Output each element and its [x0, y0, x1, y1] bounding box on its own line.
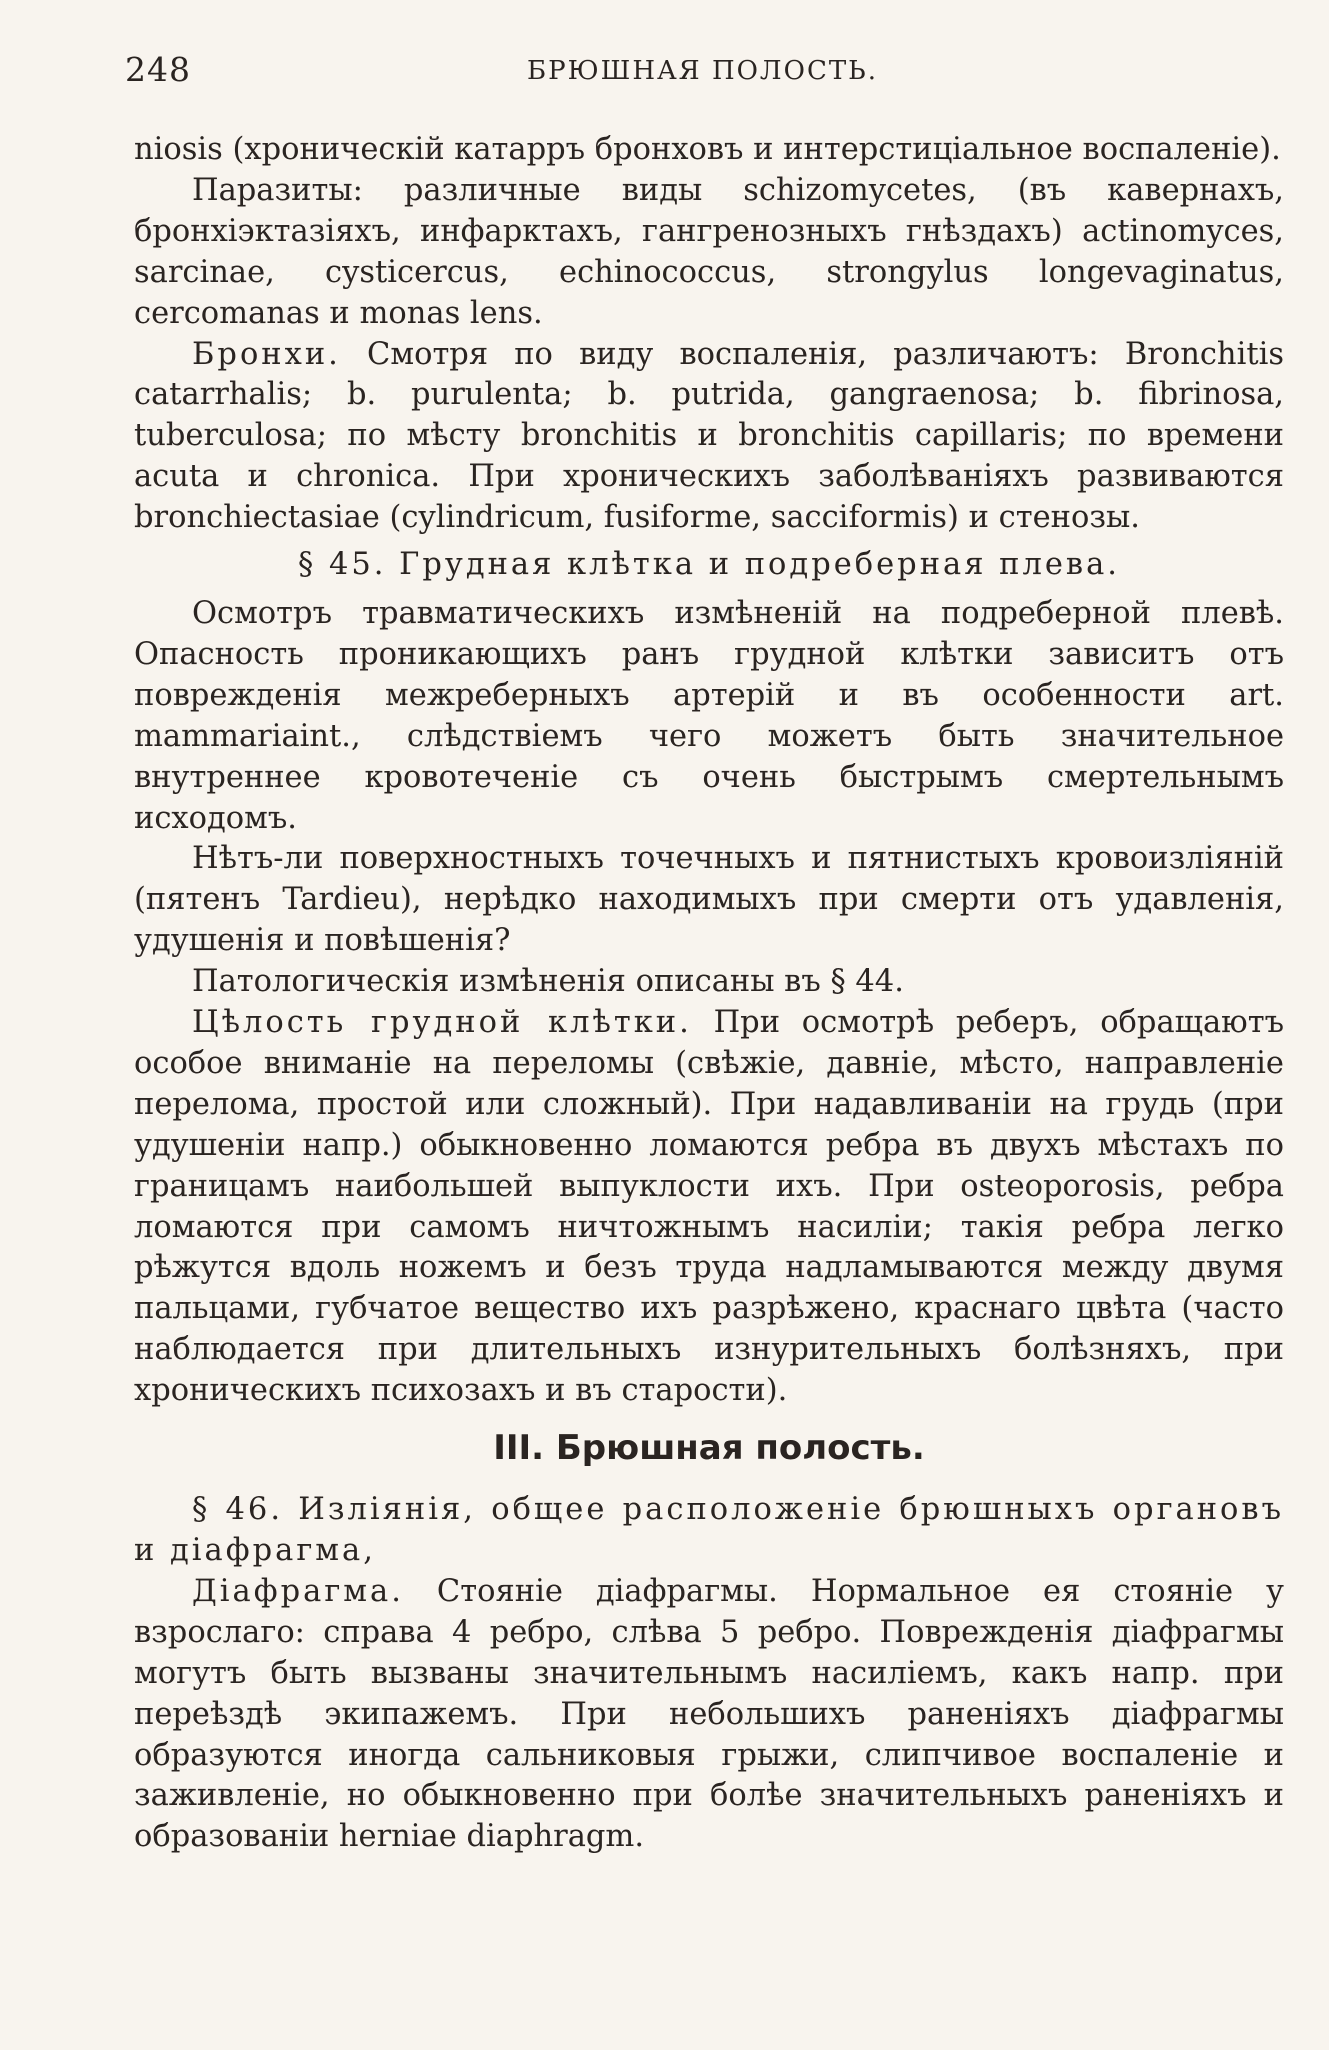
paragraph-body: Стояніе діафрагмы. Нормальное ея стояніе у взрослаго: справа 4 ребро, слѣва 5 ребро. Поврежденія діафрагмы могутъ быть вызваны значительнымъ насиліемъ, какъ напр. при переѣздѣ экипажемъ. При небольшихъ раненіяхъ діафрагмы образуются иногда сальниковыя грыжи, слипчивое воспаленіе и заживленіе, но обыкновенно при болѣе значительныхъ раненіяхъ и образованіи herniae diaphragm.	[134, 1573, 1284, 1855]
paragraph-diaphragm	[134, 1572, 1284, 1858]
page-header	[125, 50, 1280, 90]
paragraph-inspection: Осмотръ травматическихъ измѣненій на подреберной плевѣ. Опасность проникающихъ ранъ грудной клѣтки зависитъ отъ поврежденія межреберныхъ артерій и въ особенности art. mammariaint., слѣдствіемъ чего можетъ быть значительное внутреннее кровотеченіе съ очень быстрымъ смертельнымъ исходомъ.	[134, 595, 1284, 836]
paragraph-continuation: niosis (хроническій катарръ бронховъ и интерстиціальное воспаленіе).	[134, 132, 1281, 167]
section-title-46: § 46. Изліянія, общее расположеніе брюшныхъ органовъ и діафрагма,	[134, 1492, 1284, 1568]
paragraph-parasites: Паразиты: различные виды schizomycetes, (въ кавернахъ, бронхіэктазіяхъ, инфарктахъ, гангренозныхъ гнѣздахъ) actinomyces, sarcinae, cysticercus, echinococcus, strongylus longevaginatus, cercomanas и monas lens.	[134, 172, 1284, 331]
paragraph-lead: Цѣлость грудной клѣтки.	[192, 1005, 692, 1041]
paragraph-bronchi	[134, 335, 1284, 540]
running-head: БРЮШНАЯ ПОЛОСТЬ.	[527, 56, 878, 86]
paragraph-ribcage	[134, 1003, 1284, 1412]
paragraph-body: При осмотрѣ реберъ, обращаютъ особое вниманіе на переломы (свѣжіе, давніе, мѣсто, направленіе перелома, простой или сложный). При надавливаніи на грудь (при удушеніи напр.) обыкновенно ломаются ребра въ двухъ мѣстахъ по границамъ наибольшей выпуклости ихъ. При osteoporosis, ребра ломаются при самомъ ничтожнымъ насиліи; такія ребра легко рѣжутся вдоль ножемъ и безъ труда надламываются между двумя пальцами, губчатое вещество ихъ разрѣжено, краснаго цвѣта (часто наблюдается при длительныхъ изнурительныхъ болѣзняхъ, при хроническихъ психозахъ и въ старости).	[134, 1005, 1285, 1409]
paragraph-hemorrhages: Нѣтъ-ли поверхностныхъ точечныхъ и пятнистыхъ кровоизліяній (пятенъ Tardieu), нерѣдко находимыхъ при смерти отъ удавленія, удушенія и повѣшенія?	[134, 841, 1284, 959]
section-title-45: § 45. Грудная клѣтка и подреберная плева.	[298, 547, 1120, 583]
paragraph-lead: Бронхи.	[192, 336, 341, 372]
page-number: 248	[125, 50, 191, 89]
chapter-title: III. Брюшная полость.	[493, 1428, 925, 1469]
paragraph-lead: Діафрагма.	[192, 1573, 404, 1609]
paragraph-pathology: Патологическія измѣненія описаны въ § 44.	[192, 964, 904, 1000]
paragraph-body: Смотря по виду воспаленія, различаютъ: Bronchitis catarrhalis; b. purulenta; b. putrida, gangraenosa; b. fibrinosa, tuberculosa; по мѣсту bronchitis и bronchitis capillaris; по времени acuta и chronica. При хроническихъ заболѣваніяхъ развиваются bronchiectasiae (cylindricum, fusiforme, sacciformis) и стенозы.	[134, 336, 1284, 536]
body-text	[134, 130, 1284, 1858]
